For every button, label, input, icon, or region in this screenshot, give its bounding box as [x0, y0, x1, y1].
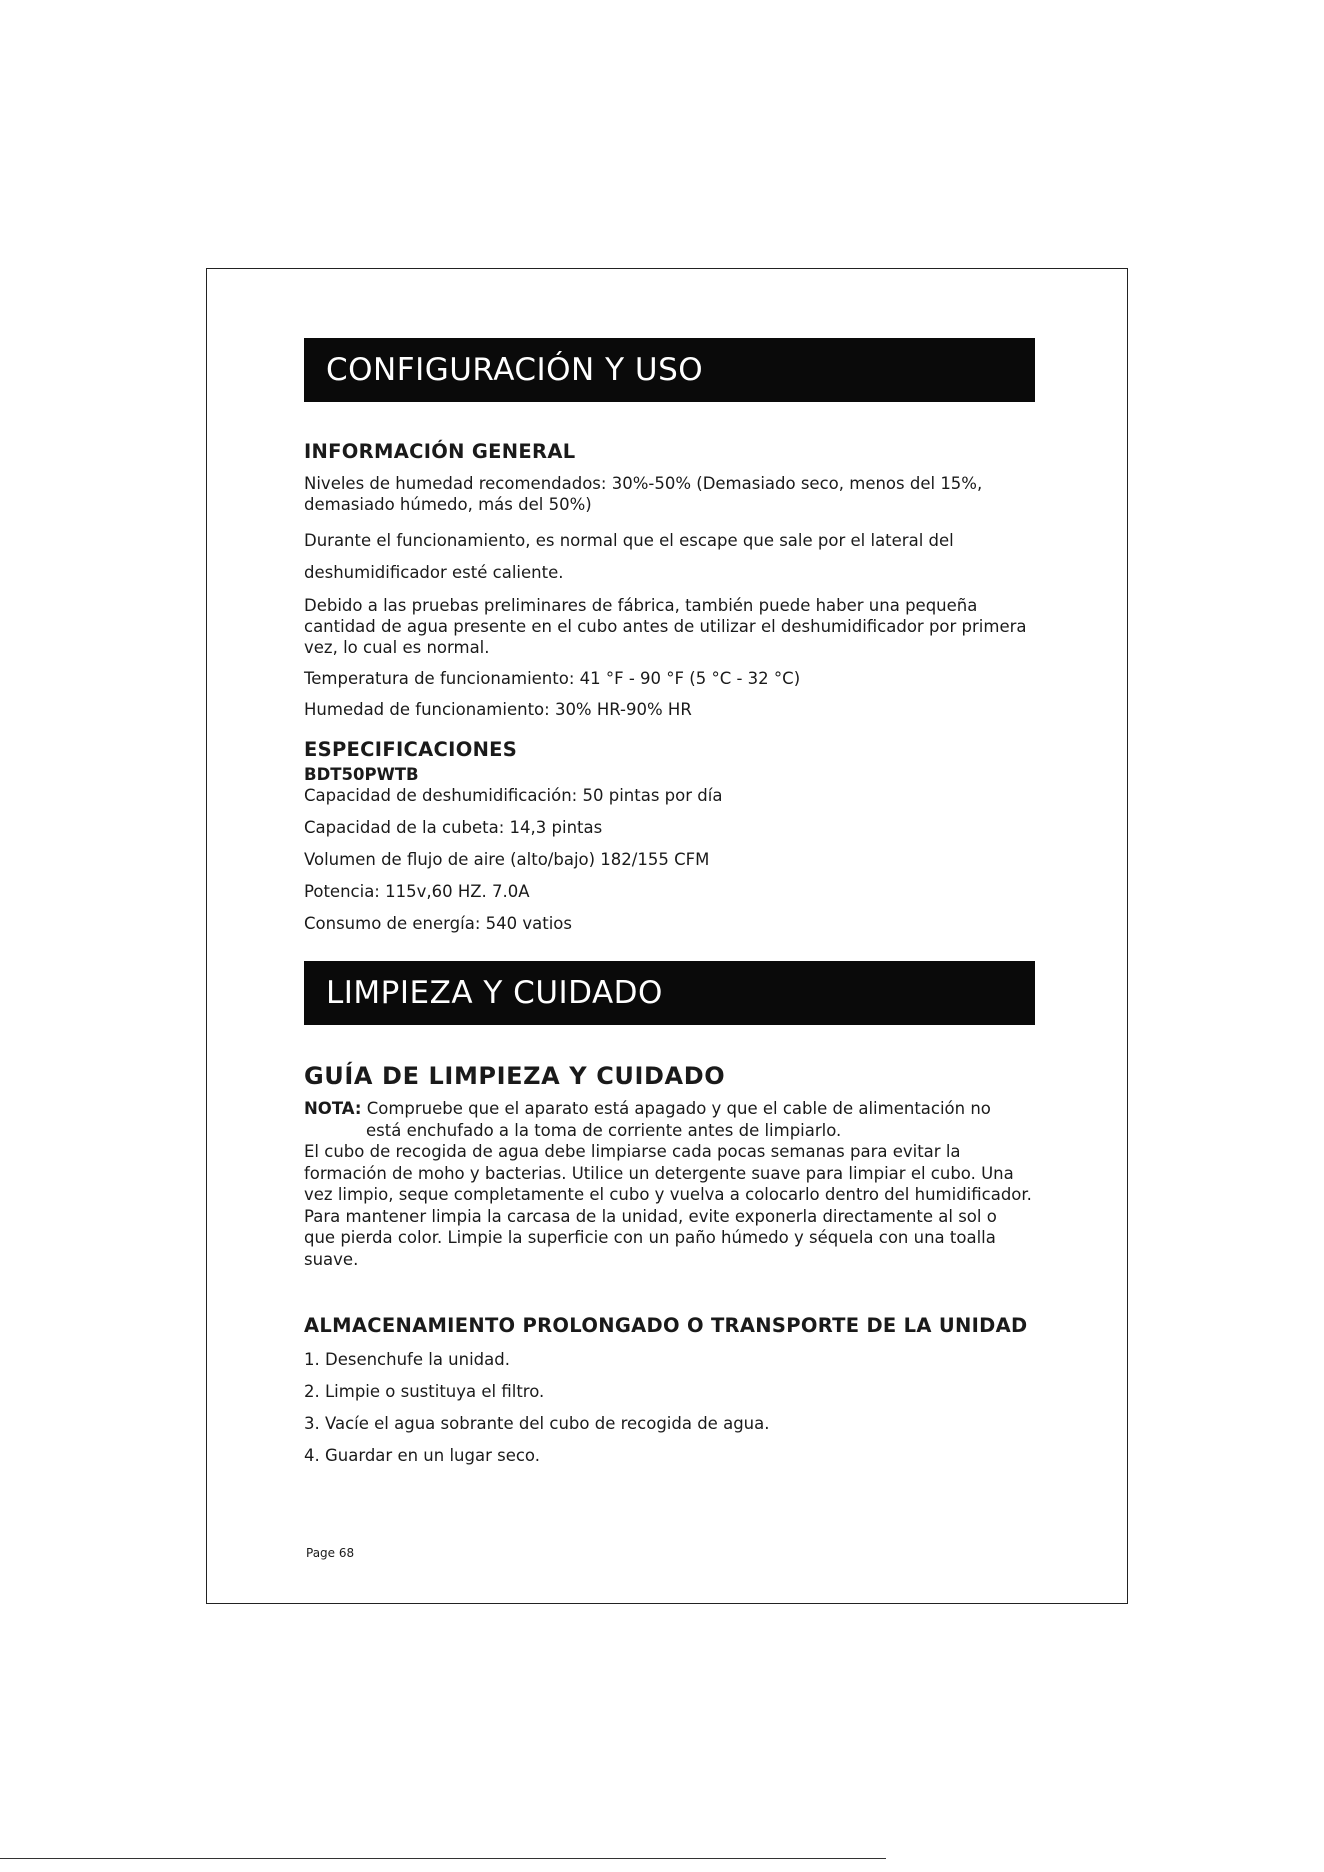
spec-item: Capacidad de deshumidificación: 50 pintas por día: [304, 786, 723, 805]
spec-item: Capacidad de la cubeta: 14,3 pintas: [304, 818, 603, 837]
spec-item: Consumo de energía: 540 vatios: [304, 914, 572, 933]
operating-humidity-text: Humedad de funcionamiento: 30% HR-90% HR: [304, 700, 692, 719]
note-line-1: Compruebe que el aparato está apagado y que el cable de alimentación no: [361, 1099, 991, 1118]
storage-step: 2. Limpie o sustituya el filtro.: [304, 1382, 545, 1401]
humidity-levels-text: Niveles de humedad recomendados: 30%-50% (Demasiado seco, menos del 15%, demasiado húmedo, más del 50%): [304, 474, 983, 514]
spec-item: Volumen de flujo de aire (alto/bajo) 182/155 CFM: [304, 850, 710, 869]
operating-temp-text: Temperatura de funcionamiento: 41 °F - 90 °F (5 °C - 32 °C): [304, 669, 801, 688]
note-text: [304, 1098, 1032, 1120]
exhaust-line-1: Durante el funcionamiento, es normal que el escape que sale por el lateral del: [304, 531, 954, 550]
exhaust-text: [304, 525, 1032, 589]
storage-step: 3. Vacíe el agua sobrante del cubo de recogida de agua.: [304, 1414, 770, 1433]
note-line-2: está enchufado a la toma de corriente antes de limpiarlo.: [366, 1120, 842, 1140]
factory-tests-text: Debido a las pruebas preliminares de fábrica, también puede haber una pequeña cantidad de agua presente en el cubo antes de utilizar el deshumidificador por primera vez, lo cual es normal.: [304, 596, 1027, 657]
specifications-section: [304, 738, 1032, 945]
bottom-rule: [0, 1858, 886, 1859]
storage-step: 1. Desenchufe la unidad.: [304, 1350, 510, 1369]
specifications-heading: ESPECIFICACIONES: [304, 738, 518, 761]
model-number: BDT50PWTB: [304, 765, 419, 784]
general-info-section: [304, 440, 1032, 730]
section-banner-config: CONFIGURACIÓN Y USO: [304, 338, 1035, 402]
storage-heading: ALMACENAMIENTO PROLONGADO O TRANSPORTE DE LA UNIDAD: [304, 1314, 1028, 1337]
page-number: Page 68: [306, 1546, 355, 1560]
section-banner-clean: LIMPIEZA Y CUIDADO: [304, 961, 1035, 1025]
storage-step: 4. Guardar en un lugar seco.: [304, 1446, 540, 1465]
cleaning-guide-heading: GUÍA DE LIMPIEZA Y CUIDADO: [304, 1062, 726, 1090]
bucket-cleaning-text: El cubo de recogida de agua debe limpiarse cada pocas semanas para evitar la formación de moho y bacterias. Utilice un detergente suave para limpiar el cubo. Una vez limpio, seque completamente el cubo y vuelva a colocarlo dentro del humidificador.: [304, 1142, 1032, 1204]
housing-cleaning-text: Para mantener limpia la carcasa de la unidad, evite exponerla directamente al sol o que pierda color. Limpie la superficie con un paño húmedo y séquela con una toalla suave.: [304, 1206, 997, 1269]
exhaust-line-2: deshumidificador esté caliente.: [304, 563, 564, 582]
spec-item: Potencia: 115v,60 HZ. 7.0A: [304, 882, 530, 901]
cleaning-guide-section: [304, 1062, 1032, 1270]
general-info-heading: INFORMACIÓN GENERAL: [304, 440, 576, 463]
note-label: NOTA:: [304, 1099, 362, 1118]
storage-section: [304, 1314, 1064, 1477]
